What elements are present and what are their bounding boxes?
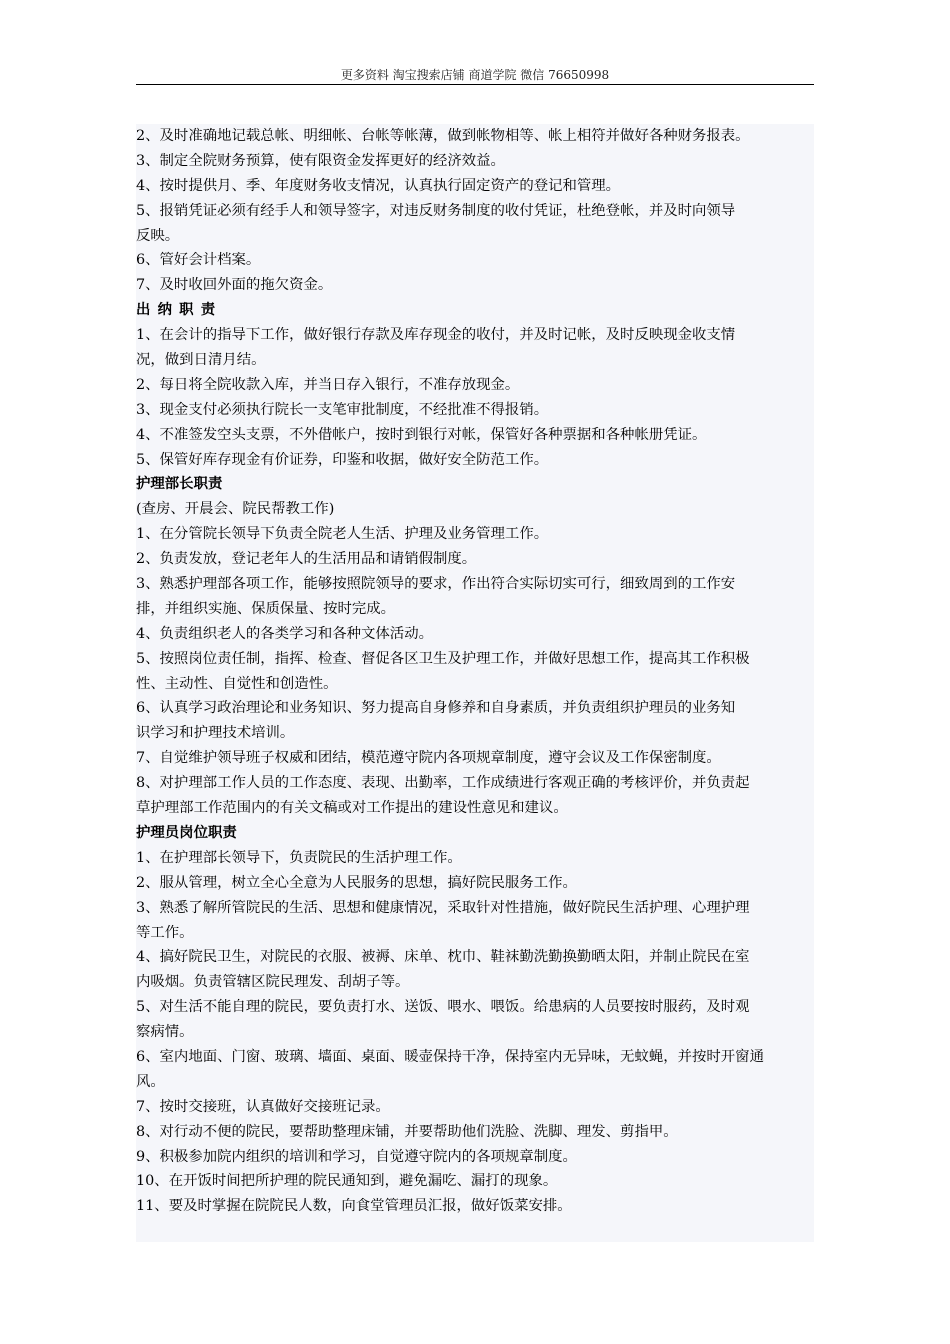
section-heading: 出纳职责 [136,301,223,319]
text-line: 性、主动性、自觉性和创造性。 [136,675,338,692]
text-line: 2、服从管理，树立全心全意为人民服务的思想，搞好院民服务工作。 [136,874,577,891]
text-line: 3、熟悉了解所管院民的生活、思想和健康情况，采取针对性措施，做好院民生活护理、心理护理 [136,899,750,916]
text-line: 2、每日将全院收款入库，并当日存入银行，不准存放现金。 [136,376,520,393]
text-line: 6、认真学习政治理论和业务知识、努力提高自身修养和自身素质，并负责组织护理员的业务知 [136,700,736,717]
text-line: 3、现金支付必须执行院长一支笔审批制度，不经批准不得报销。 [136,401,549,418]
text-line: 内吸烟。负责管辖区院民理发、刮胡子等。 [136,974,410,991]
text-line: 排，并组织实施、保质保量、按时完成。 [136,600,396,617]
text-line: 4、按时提供月、季、年度财务收支情况，认真执行固定资产的登记和管理。 [136,177,621,194]
text-line: 7、及时收回外面的拖欠资金。 [136,277,333,294]
page-header: 更多资料 淘宝搜索店铺 商道学院 微信 76650998 [340,68,610,82]
text-line: 5、报销凭证必须有经手人和领导签字，对违反财务制度的收付凭证，杜绝登帐，并及时向领导 [136,202,736,219]
text-line: 5、保管好库存现金有价证券，印鉴和收据，做好安全防范工作。 [136,451,549,468]
text-line: (查房、开晨会、院民帮教工作) [136,501,335,518]
text-line: 2、负责发放，登记老年人的生活用品和请销假制度。 [136,551,477,568]
header-divider [136,84,814,85]
section-heading: 护理部长职责 [136,475,223,493]
text-line: 4、负责组织老人的各类学习和各种文体活动。 [136,625,433,642]
text-line: 6、室内地面、门窗、玻璃、墙面、桌面、暖壶保持干净，保持室内无异味，无蚊蝇，并按时开窗通 [136,1048,764,1065]
text-line: 10、在开饭时间把所护理的院民通知到，避免漏吃、漏打的现象。 [136,1173,558,1190]
text-line: 6、管好会计档案。 [136,252,261,269]
text-line: 4、不准签发空头支票，不外借帐户，按时到银行对帐，保管好各种票据和各种帐册凭证。 [136,426,707,443]
text-line: 11、要及时掌握在院院民人数，向食堂管理员汇报，做好饭菜安排。 [136,1198,572,1215]
section-heading: 护理员岗位职责 [136,823,237,841]
text-line: 草护理部工作范围内的有关文稿或对工作提出的建设性意见和建议。 [136,800,568,817]
text-line: 2、及时准确地记载总帐、明细帐、台帐等帐薄，做到帐物相等、帐上相符并做好各种财务报表。 [136,128,750,144]
text-line: 1、在会计的指导下工作，做好银行存款及库存现金的收付，并及时记帐，及时反映现金收支情 [136,327,736,344]
text-line: 1、在护理部长领导下，负责院民的生活护理工作。 [136,849,462,866]
document-body [136,124,814,1242]
text-line: 况，做到日清月结。 [136,352,266,369]
text-line: 5、对生活不能自理的院民，要负责打水、送饭、喂水、喂饭。给患病的人员要按时服药，及时观 [136,999,750,1016]
text-line: 等工作。 [136,924,194,941]
text-line: 8、对行动不便的院民，要帮助整理床铺，并要帮助他们洗脸、洗脚、理发、剪指甲。 [136,1123,678,1140]
text-line: 风。 [136,1073,165,1090]
text-line: 8、对护理部工作人员的工作态度、表现、出勤率，工作成绩进行客观正确的考核评价，并负责起 [136,775,750,792]
text-line: 反映。 [136,227,180,244]
text-line: 3、熟悉护理部各项工作，能够按照院领导的要求，作出符合实际切实可行，细致周到的工作安 [136,576,736,593]
text-line: 察病情。 [136,1024,194,1041]
text-line: 4、搞好院民卫生，对院民的衣服、被褥、床单、枕巾、鞋袜勤洗勤换勤晒太阳，并制止院民在室 [136,949,750,966]
text-line: 7、自觉维护领导班子权威和团结，模范遵守院内各项规章制度，遵守会议及工作保密制度。 [136,750,721,767]
text-line: 识学习和护理技术培训。 [136,725,295,742]
text-line: 3、制定全院财务预算，使有限资金发挥更好的经济效益。 [136,152,505,169]
text-line: 5、按照岗位责任制，指挥、检查、督促各区卫生及护理工作，并做好思想工作，提高其工作积极 [136,650,750,667]
text-line: 9、积极参加院内组织的培训和学习，自觉遵守院内的各项规章制度。 [136,1148,577,1165]
text-line: 7、按时交接班，认真做好交接班记录。 [136,1098,390,1115]
text-line: 1、在分管院长领导下负责全院老人生活、护理及业务管理工作。 [136,526,549,543]
